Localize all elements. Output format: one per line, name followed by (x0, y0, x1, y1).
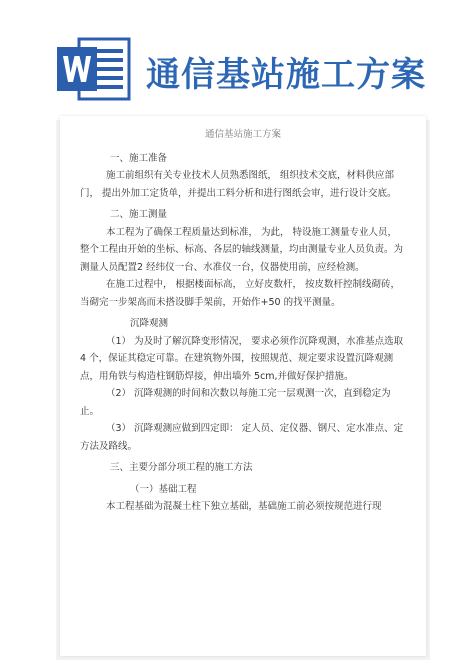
paragraph: 本工程为了确保工程质量达到标准， 为此， 特设施工测量专业人员， 整个工程由开始的坐标、标高、各层的轴线测量，均由测量专业人员负责。为测量人员配置2 经纬仪一台、水准仪一台，仪器使用前，应经检测。 (80, 226, 404, 273)
document-page (60, 116, 426, 656)
document-lines (80, 150, 406, 516)
document-title: 通信基站施工方案 (146, 55, 426, 95)
word-icon (57, 35, 131, 103)
section-heading: 二、施工测量 (110, 209, 168, 220)
paragraph: 施工前组织有关专业技术人员熟悉图纸， 组织技术交底，材料供应部门， 提出外加工定货单，并提出工料分析和进行图纸会审，进行设计交底。 (80, 170, 397, 199)
paragraph: 在施工过程中， 根据楼面标高， 立好皮数杆， 按皮数杆控制线砌砖，当砌完一步架高而未搭设脚手架前，开始作+50 的找平测量。 (80, 279, 401, 308)
paragraph: （2） 沉降观测的时间和次数以每施工完一层观测一次，直到稳定为止。 (80, 388, 391, 417)
paragraph: 本工程基础为混凝土柱下独立基础，基础施工前必须按规范进行现 (106, 501, 382, 512)
header (0, 0, 474, 118)
page-heading: 通信基站施工方案 (204, 129, 281, 140)
section-heading: 一、施工准备 (110, 152, 168, 164)
section-heading: 沉降观测 (130, 318, 169, 329)
document-body (80, 126, 406, 516)
paragraph: （3） 沉降观测应做到四定即： 定人员、定仪器、钢尺、定水准点、定方法及路线。 (80, 423, 404, 452)
section-heading: 三、主要分部分项工程的施工方法 (110, 462, 253, 473)
paragraph: （1） 为及时了解沉降变形情况， 要求必须作沉降观测，水准基点选取 4 个，保证其稳定可靠。在建筑物外围，按照规范、规定要求设置沉降观测点，用角铁与构造柱钢筋焊接，伸出墙外 5cm,并做好保护措施。 (80, 335, 404, 382)
section-heading: （一）基础工程 (130, 483, 197, 495)
